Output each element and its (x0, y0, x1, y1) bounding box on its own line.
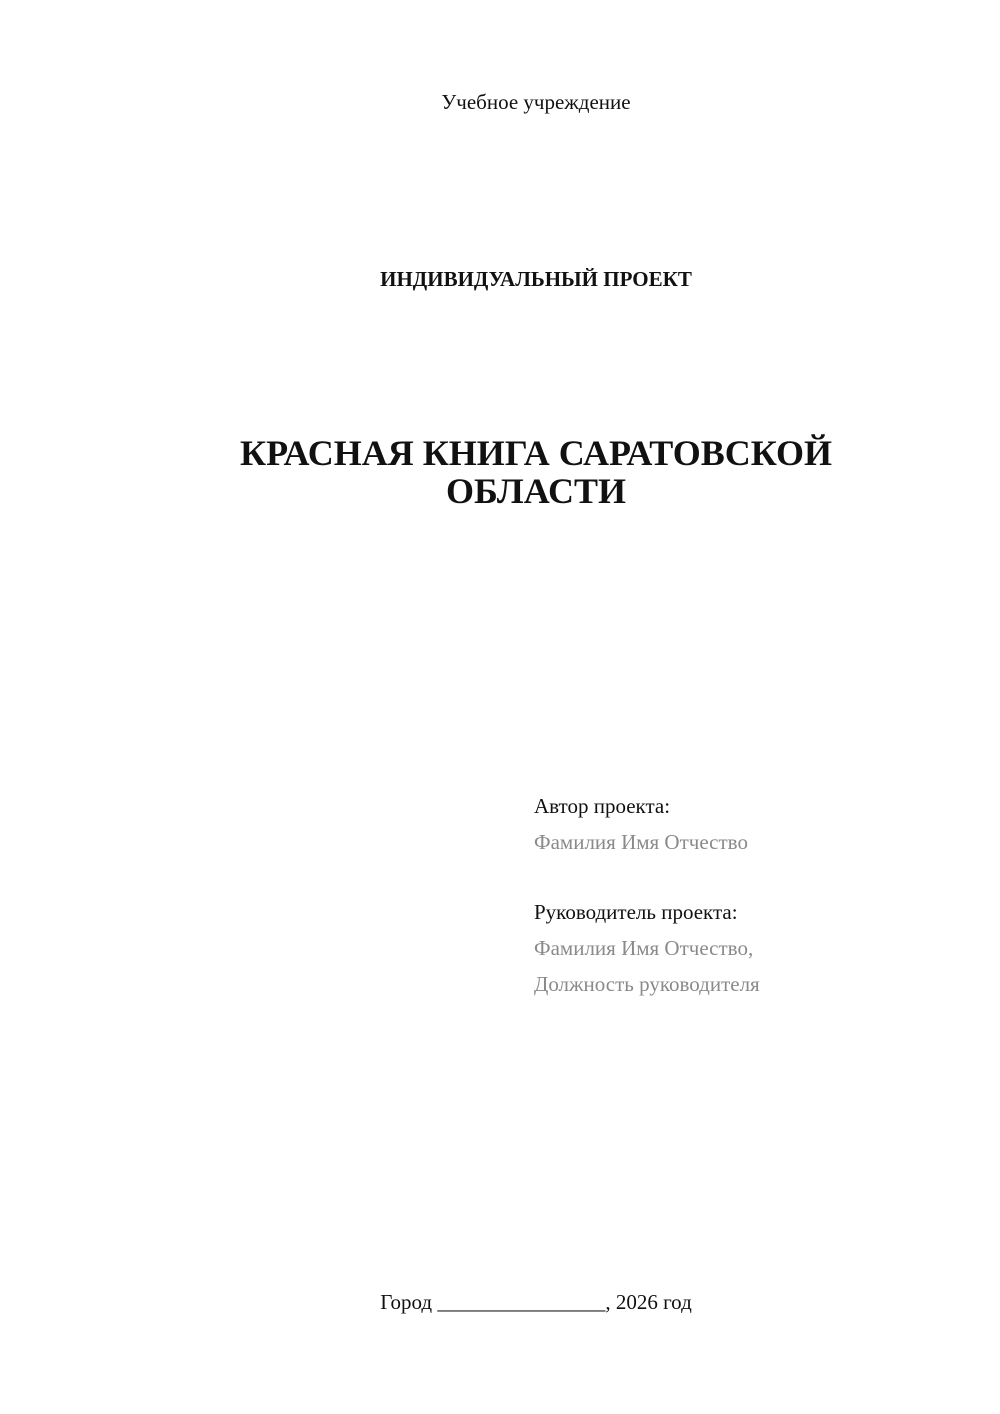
project-title-line-2: ОБЛАСТИ (446, 471, 626, 511)
author-name: Фамилия Имя Отчество (534, 830, 748, 854)
supervisor-name: Фамилия Имя Отчество, (534, 936, 754, 960)
supervisor-position: Должность руководителя (534, 972, 760, 996)
supervisor-label: Руководитель проекта: (534, 900, 738, 924)
project-info-block (534, 788, 760, 1002)
project-title-line-1: КРАСНАЯ КНИГА САРАТОВСКОЙ (240, 433, 832, 473)
institution-name: Учебное учреждение (441, 90, 631, 114)
project-title (0, 434, 1000, 510)
author-label: Автор проекта: (534, 794, 671, 818)
project-type-heading: ИНДИВИДУАЛЬНЫЙ ПРОЕКТ (380, 267, 692, 291)
city-year-line: Город ________________, 2026 год (380, 1290, 692, 1314)
